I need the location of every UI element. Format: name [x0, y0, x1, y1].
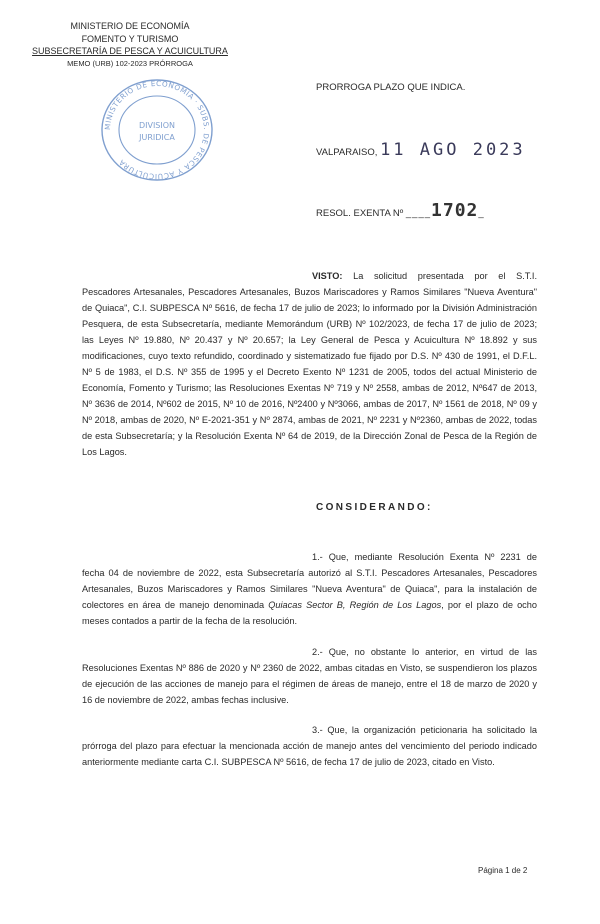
stamp-center-line2: JURIDICA [139, 133, 175, 142]
division-juridica-stamp [96, 78, 218, 182]
c2-text: Resoluciones Exentas Nº 886 de 2020 y Nº 2360 de 2022, ambas citadas en Visto, se suspendieron los plazos de ejecución de las acciones de manejo para el régimen de áreas de manejo, entre el 18 de marzo de 2020 y 16 de noviembre de 2022, ambas fechas inclusive. [82, 663, 537, 705]
ministry-sub: FOMENTO Y TURISMO [81, 33, 179, 44]
visto-text: La solicitud presentada por el S.T.I. Pescadores Artesanales, Pescadores Artesanales, Buzos Mariscadores y Ramos Similares "Nueva Aventura" de Quiaca", C.I. SUBPESCA Nº 5616, de fecha 17 de julio de 2023; lo informado por la División Administración Pesquera, de esta Subsecretaría, mediante Memorándum (URB) Nº 102/2023, de fecha 17 de julio de 2023; las Leyes Nº 19.880, Nº 20.437 y Nº 20.657; la Ley General de Pesca y Acuicultura Nº 18.892 y sus modificaciones, cuyo texto refundido, coordinado y sistematizado fue fijado por D.S. Nº 430 de 1991, el D.F.L. Nº 5 de 1983, el D.S. Nº 355 de 1995 y el Decreto Exento Nº 1231 de 2005, todos del actual Ministerio de Economía, Fomento y Turismo; las Resoluciones Exentas Nº 719 y Nº 2558, ambas de 2012, Nº647 de 2013, Nº 3636 de 2014, Nº602 de 2015, Nº 10 de 2016, Nº2400 y Nº3066, ambas de 2017, Nº 1561 de 2018, Nº 09 y Nº 2018, ambas de 2020, Nº E-2021-351 y Nº 2874, ambas de 2021, Nº 2231 y Nº2360, ambas de 2022, todas de esta Subsecretaría; y la Resolución Exenta Nº 64 de 2019, de la Dirección Zonal de Pesca de la Región de Los Lagos. [82, 271, 537, 457]
stamp-ring-text: MINISTERIO DE ECONOMIA · SUBS. DE PESCA Y ACUICULTURA [102, 78, 212, 182]
c3-text: solicitado la prórroga del plazo para efectuar la mencionada acción de manejo antes del vencimiento del periodo indicado anteriormente mediante carta C.I. SUBPESCA Nº 5616, de fecha 17 de julio de 2023, citado en Visto. [82, 725, 537, 767]
resolution-number-line [316, 200, 485, 221]
c1-area-name: Quiacas Sector B, Región de Los Lagos [268, 600, 442, 610]
c2-lead: 2.- Que, no obstante lo anterior, en virtud de las [312, 647, 537, 657]
c1-lead: 1.- Que, mediante Resolución Exenta Nº 2231 [312, 552, 521, 562]
date-line [316, 140, 526, 160]
c3-lead: 3.- Que, la organización peticionaria ha [312, 725, 483, 735]
resol-number: 1702 [431, 200, 479, 221]
resol-dashes-left: ____ [405, 208, 432, 219]
c1-text-b: , por el plazo de ocho meses contados a partir de la fecha de la resolución. [82, 600, 537, 626]
visto-label: VISTO: [312, 271, 343, 281]
document-subject: PRORROGA PLAZO QUE INDICA. [316, 82, 466, 93]
stamp-center-line1: DIVISION [138, 121, 176, 130]
resol-dashes-right: _ [478, 208, 485, 219]
ministry-name: MINISTERIO DE ECONOMÍA [70, 21, 190, 31]
memo-reference: MEMO (URB) 102-2023 PRÓRROGA [67, 58, 193, 68]
considerando-heading: CONSIDERANDO: [316, 502, 433, 513]
visto-paragraph [82, 268, 537, 460]
considerando-1 [82, 549, 537, 629]
c1-text-a: de fecha 04 de noviembre de 2022, esta Subsecretaría autorizó al S.T.I. Pescadores Artesanales, Pescadores Artesanales, Buzos Mariscadores y Ramos Similares "Nueva Aventura" de Quiaca", para la instalación de colectores en área de manejo denominada [82, 552, 537, 610]
date-stamp: 11 AGO 2023 [380, 140, 526, 160]
place-label: VALPARAISO, [316, 147, 378, 158]
considerando-3 [82, 722, 537, 770]
subsecretaria-name: SUBSECRETARÍA DE PESCA Y ACUICULTURA [32, 46, 228, 56]
ministry-header [30, 20, 230, 69]
considerando-2 [82, 644, 537, 708]
page-number: Página 1 de 2 [478, 866, 528, 875]
resol-label: RESOL. EXENTA Nº [316, 208, 404, 219]
